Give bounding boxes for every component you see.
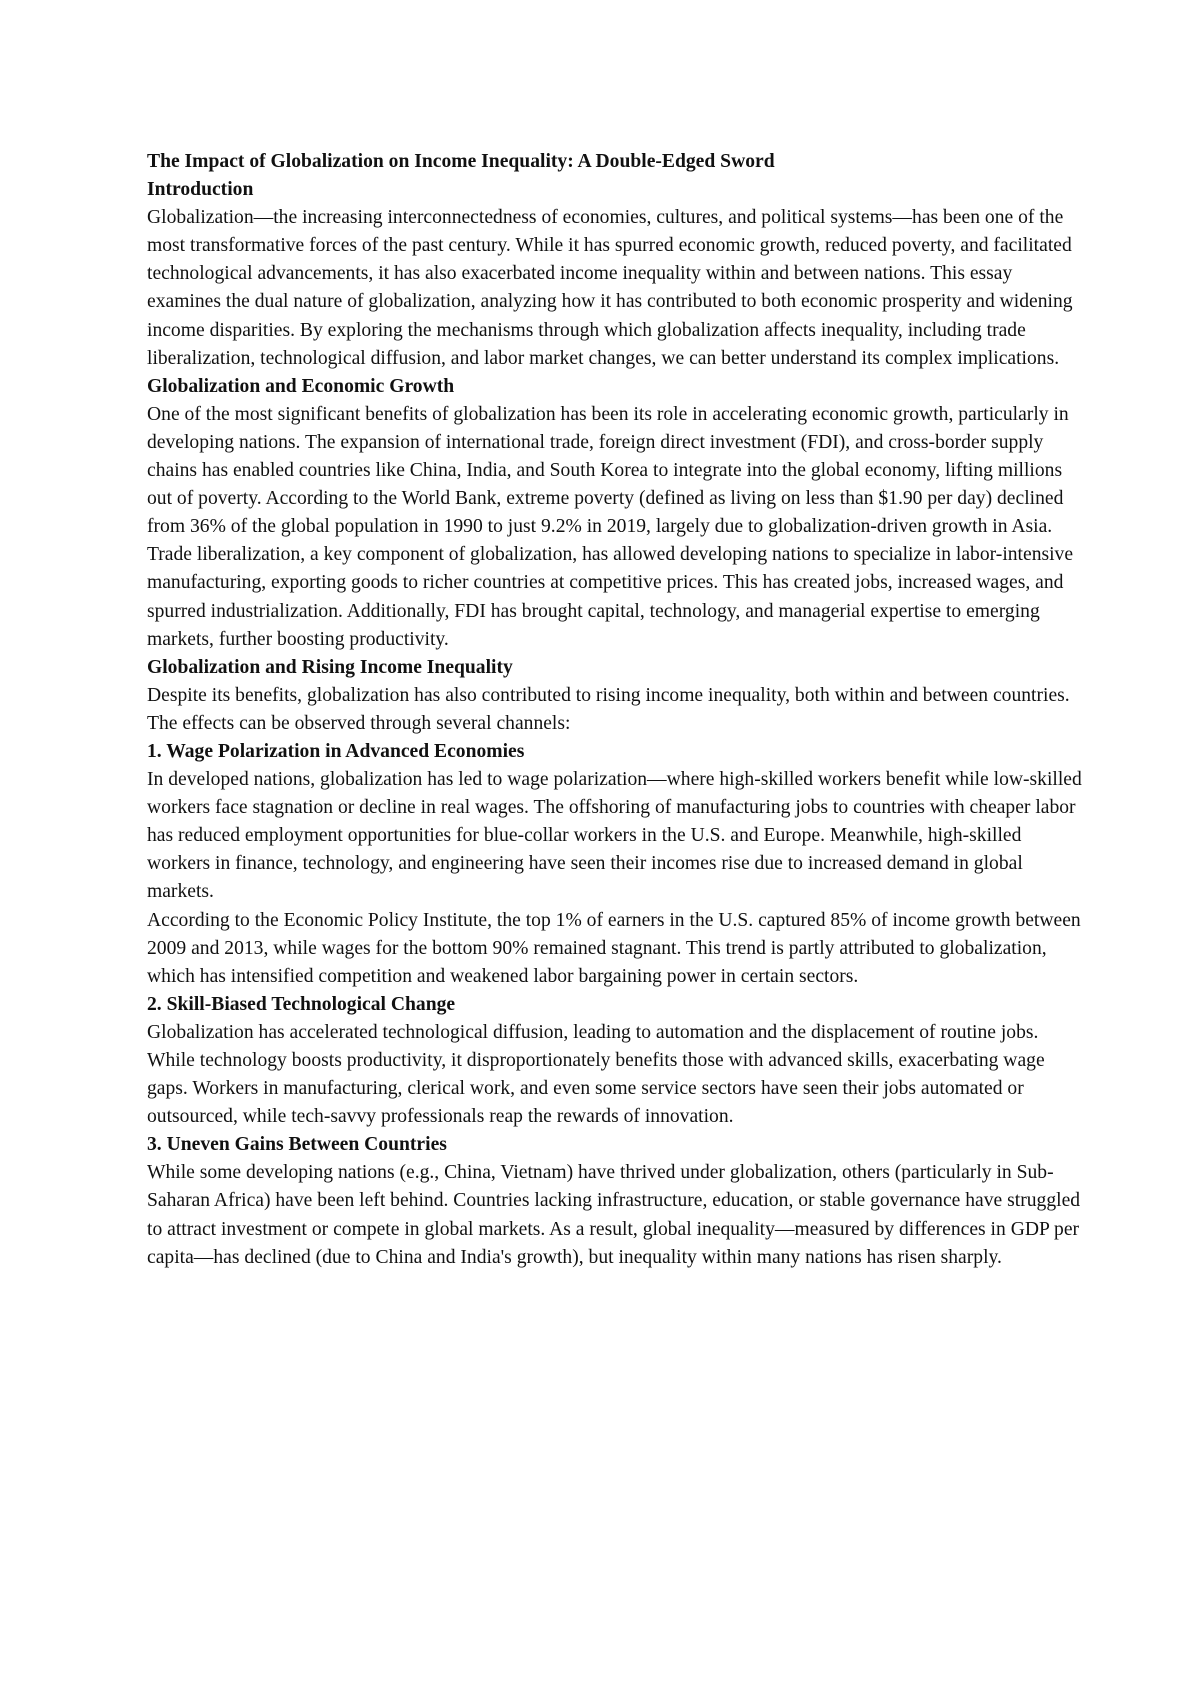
document-body [147,148,1082,1272]
section-heading-economic-growth: Globalization and Economic Growth [147,375,455,397]
paragraph-introduction: Globalization—the increasing interconnectedness of economies, cultures, and political systems—has been one of the most transformative forces of the past century. While it has spurred economic growth, reduced poverty, and facilitated technological advancements, it has also exacerbated income inequality within and between nations. This essay examines the dual nature of globalization, analyzing how it has contributed to both economic prosperity and widening income disparities. By exploring the mechanisms through which globalization affects inequality, including trade liberalization, technological diffusion, and labor market changes, we can better understand its complex implications. [147,207,1073,369]
paragraph-economic-growth-1: One of the most significant benefits of globalization has been its role in accelerating economic growth, particularly in developing nations. The expansion of international trade, foreign direct investment (FDI), and cross-border supply chains has enabled countries like China, India, and South Korea to integrate into the global economy, lifting millions out of poverty. According to the World Bank, extreme poverty (defined as living on less than $1.90 per day) declined from 36% of the global population in 1990 to just 9.2% in 2019, largely due to globalization-driven growth in Asia. [147,403,1069,538]
subsection-heading-wage-polarization: 1. Wage Polarization in Advanced Economies [147,740,525,762]
paragraph-economic-growth-2: Trade liberalization, a key component of globalization, has allowed developing nations to specialize in labor-intensive manufacturing, exporting goods to richer countries at competitive prices. This has created jobs, increased wages, and spurred industrialization. Additionally, FDI has brought capital, technology, and managerial expertise to emerging markets, further boosting productivity. [147,544,1074,650]
paragraph-wage-polarization-2: According to the Economic Policy Institute, the top 1% of earners in the U.S. captured 85% of income growth between 2009 and 2013, while wages for the bottom 90% remained stagnant. This trend is partly attributed to globalization, which has intensified competition and weakened labor bargaining power in certain sectors. [147,909,1081,987]
paragraph-skill-biased-change: Globalization has accelerated technological diffusion, leading to automation and the displacement of routine jobs. While technology boosts productivity, it disproportionately benefits those with advanced skills, exacerbating wage gaps. Workers in manufacturing, clerical work, and even some service sectors have seen their jobs automated or outsourced, while tech-savvy professionals reap the rewards of innovation. [147,1021,1045,1128]
section-heading-rising-inequality: Globalization and Rising Income Inequality [147,656,513,678]
paragraph-rising-inequality: Despite its benefits, globalization has also contributed to rising income inequality, both within and between countries. The effects can be observed through several channels: [147,684,1070,734]
document-title: The Impact of Globalization on Income Inequality: A Double-Edged Sword [147,151,775,172]
section-heading-introduction: Introduction [147,179,254,201]
paragraph-uneven-gains: While some developing nations (e.g., China, Vietnam) have thrived under globalization, others (particularly in Sub-Saharan Africa) have been left behind. Countries lacking infrastructure, education, or stable governance have struggled to attract investment or compete in global markets. As a result, global inequality—measured by differences in GDP per capita—has declined (due to China and India's growth), but inequality within many nations has risen sharply. [147,1162,1081,1268]
subsection-heading-skill-biased-change: 2. Skill-Biased Technological Change [147,993,456,1015]
subsection-heading-uneven-gains: 3. Uneven Gains Between Countries [147,1134,447,1156]
paragraph-wage-polarization-1: In developed nations, globalization has led to wage polarization—where high-skilled workers benefit while low-skilled workers face stagnation or decline in real wages. The offshoring of manufacturing jobs to countries with cheaper labor has reduced employment opportunities for blue-collar workers in the U.S. and Europe. Meanwhile, high-skilled workers in finance, technology, and engineering have seen their incomes rise due to increased demand in global markets. [147,769,1082,903]
